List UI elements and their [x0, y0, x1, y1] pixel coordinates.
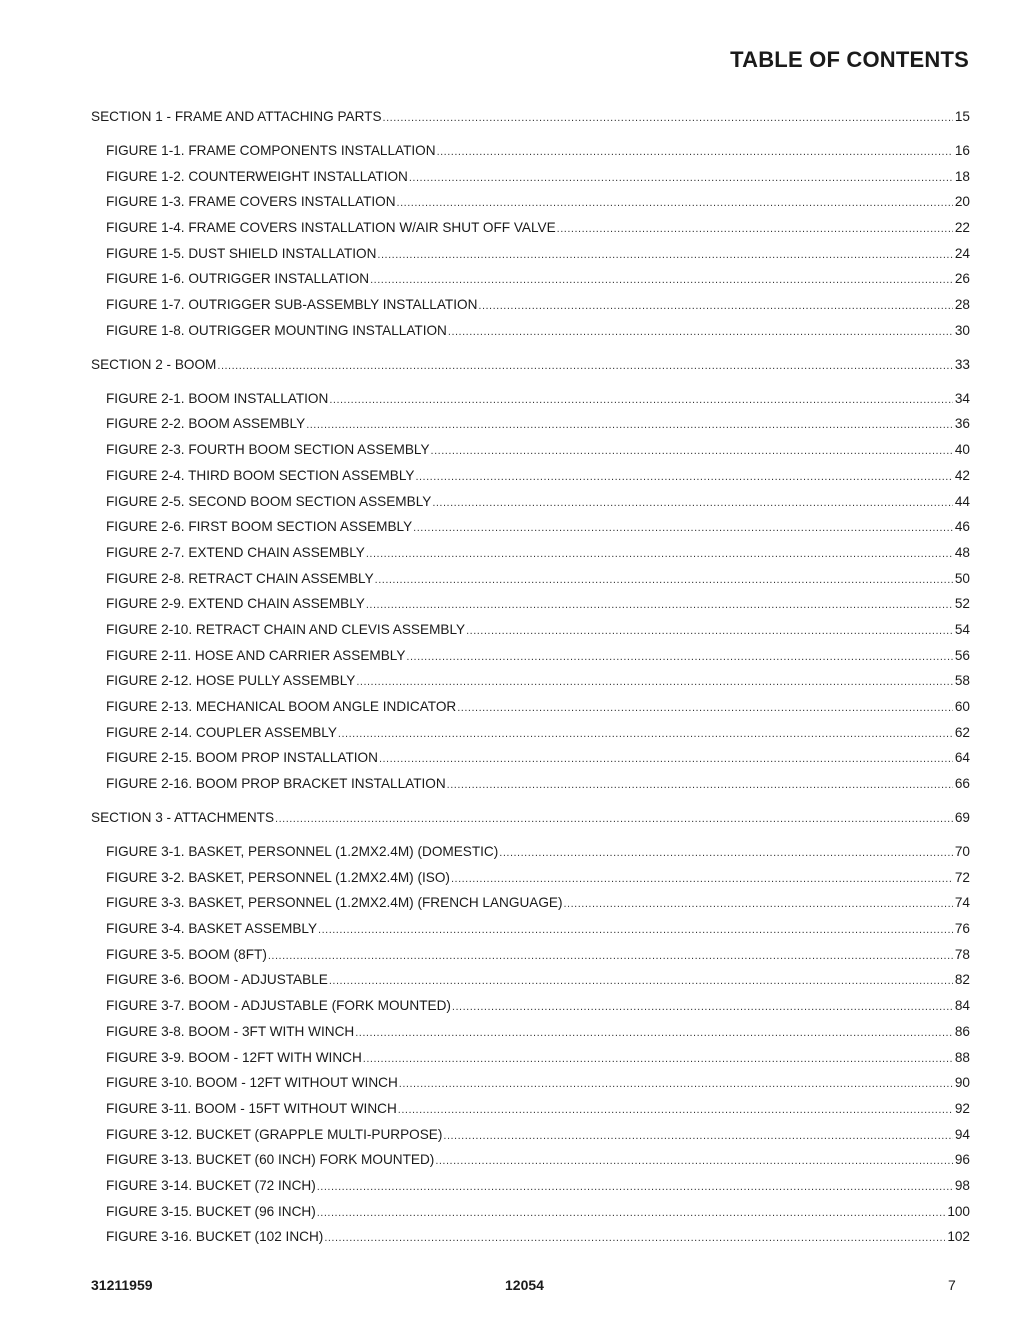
toc-entry-label: FIGURE 3-14. BUCKET (72 INCH): [106, 1177, 316, 1193]
toc-entry-page-number: 15: [954, 109, 970, 124]
toc-entry-page-number: 50: [954, 570, 970, 586]
toc-entry-page-number: 102: [947, 1229, 970, 1245]
dot-leader: [329, 390, 953, 410]
dot-leader: [355, 1023, 953, 1043]
toc-figure-entry[interactable]: [91, 697, 970, 723]
toc-figure-entry[interactable]: [91, 295, 970, 321]
toc-entry-label: FIGURE 1-5. DUST SHIELD INSTALLATION: [106, 245, 377, 261]
dot-leader: [397, 193, 953, 213]
toc-entry-label: FIGURE 3-15. BUCKET (96 INCH): [106, 1203, 316, 1219]
toc-figure-entry[interactable]: [91, 167, 970, 193]
toc-entry-page-number: 56: [954, 647, 970, 663]
toc-entry-page-number: 90: [954, 1075, 970, 1091]
toc-entry-page-number: 92: [954, 1100, 970, 1116]
toc-figure-entry[interactable]: [91, 1176, 970, 1202]
toc-entry-page-number: 24: [954, 245, 970, 261]
dot-leader: [306, 415, 953, 435]
toc-figure-entry[interactable]: [91, 1125, 970, 1151]
toc-entry-label: FIGURE 1-4. FRAME COVERS INSTALLATION W/AIR SHUT OFF VALVE: [106, 220, 556, 236]
toc-section-entry[interactable]: [91, 107, 970, 133]
dot-leader: [383, 108, 953, 128]
toc-entry-label: FIGURE 2-15. BOOM PROP INSTALLATION: [106, 750, 378, 766]
dot-leader: [409, 168, 953, 188]
toc-figure-entry[interactable]: [91, 466, 970, 492]
toc-figure-entry[interactable]: [91, 244, 970, 270]
toc-entry-label: FIGURE 1-2. COUNTERWEIGHT INSTALLATION: [106, 168, 408, 184]
toc-entry-page-number: 94: [954, 1126, 970, 1142]
toc-entry-page-number: 72: [954, 869, 970, 885]
toc-figure-entry[interactable]: [91, 389, 970, 415]
dot-leader: [366, 544, 953, 564]
toc-figure-entry[interactable]: [91, 893, 970, 919]
toc-entry-page-number: 16: [954, 142, 970, 158]
dot-leader: [398, 1100, 953, 1120]
toc-figure-entry[interactable]: [91, 492, 970, 518]
toc-entry-label: FIGURE 3-4. BASKET ASSEMBLY: [106, 921, 318, 937]
toc-entry-page-number: 70: [954, 844, 970, 860]
toc-figure-entry[interactable]: [91, 543, 970, 569]
toc-entry-label: FIGURE 2-10. RETRACT CHAIN AND CLEVIS ASSEMBLY: [106, 621, 466, 637]
toc-entry-page-number: 33: [954, 356, 970, 372]
dot-leader: [329, 971, 953, 991]
toc-entry-label: FIGURE 2-3. FOURTH BOOM SECTION ASSEMBLY: [106, 442, 430, 458]
toc-entry-page-number: 42: [954, 467, 970, 483]
toc-entry-label: FIGURE 2-12. HOSE PULLY ASSEMBLY: [106, 673, 356, 689]
toc-entry-label: FIGURE 2-5. SECOND BOOM SECTION ASSEMBLY: [106, 493, 432, 509]
toc-figure-entry[interactable]: [91, 945, 970, 971]
dot-leader: [379, 749, 953, 769]
dot-leader: [447, 775, 953, 795]
dot-leader: [318, 920, 953, 940]
dot-leader: [268, 946, 953, 966]
toc-figure-entry[interactable]: [91, 1150, 970, 1176]
toc-figure-entry[interactable]: [91, 620, 970, 646]
toc-entry-page-number: 20: [954, 194, 970, 210]
toc-figure-entry[interactable]: [91, 269, 970, 295]
toc-figure-entry[interactable]: [91, 569, 970, 595]
toc-figure-entry[interactable]: [91, 218, 970, 244]
toc-figure-entry[interactable]: [91, 594, 970, 620]
dot-leader: [435, 1151, 953, 1171]
toc-entry-label: FIGURE 1-8. OUTRIGGER MOUNTING INSTALLATION: [106, 322, 447, 338]
toc-section-entry[interactable]: [91, 355, 970, 381]
toc-entry-label: FIGURE 2-6. FIRST BOOM SECTION ASSEMBLY: [106, 519, 413, 535]
toc-figure-entry[interactable]: [91, 723, 970, 749]
page-title: TABLE OF CONTENTS: [730, 47, 969, 72]
toc-entry-page-number: 54: [954, 621, 970, 637]
dot-leader: [317, 1203, 946, 1223]
dot-leader: [557, 219, 953, 239]
toc-entry-page-number: 58: [954, 673, 970, 689]
toc-entry-label: FIGURE 3-1. BASKET, PERSONNEL (1.2MX2.4M) (DOMESTIC): [106, 844, 499, 860]
toc-entry-label: FIGURE 3-2. BASKET, PERSONNEL (1.2MX2.4M) (ISO): [106, 869, 450, 885]
toc-entry-page-number: 52: [954, 596, 970, 612]
dot-leader: [478, 296, 952, 316]
footer-revision-code: 12054: [505, 1277, 544, 1293]
toc-entry-label: FIGURE 1-3. FRAME COVERS INSTALLATION: [106, 194, 396, 210]
toc-entry-page-number: 46: [954, 519, 970, 535]
toc-figure-entry[interactable]: [91, 440, 970, 466]
toc-entry-label: FIGURE 2-9. EXTEND CHAIN ASSEMBLY: [106, 596, 365, 612]
toc-figure-entry[interactable]: [91, 970, 970, 996]
dot-leader: [275, 809, 953, 829]
dot-leader: [370, 270, 953, 290]
toc-entry-label: FIGURE 2-16. BOOM PROP BRACKET INSTALLATION: [106, 776, 446, 792]
toc-entry-page-number: 36: [954, 416, 970, 432]
toc-figure-entry[interactable]: [91, 1073, 970, 1099]
dot-leader: [415, 467, 952, 487]
toc-entry-label: SECTION 2 - BOOM: [91, 356, 217, 372]
dot-leader: [443, 1126, 952, 1146]
toc-entry-label: FIGURE 3-3. BASKET, PERSONNEL (1.2MX2.4M) (FRENCH LANGUAGE): [106, 895, 563, 911]
toc-entry-label: FIGURE 1-6. OUTRIGGER INSTALLATION: [106, 271, 370, 287]
toc-entry-page-number: 26: [954, 271, 970, 287]
toc-entry-label: FIGURE 2-14. COUPLER ASSEMBLY: [106, 724, 337, 740]
toc-figure-entry[interactable]: [91, 321, 970, 347]
footer-document-number: 31211959: [91, 1277, 153, 1293]
dot-leader: [324, 1228, 945, 1248]
toc-figure-entry[interactable]: [91, 517, 970, 543]
toc-figure-entry[interactable]: [91, 1227, 970, 1253]
toc-figure-entry[interactable]: [91, 646, 970, 672]
dot-leader: [399, 1074, 953, 1094]
dot-leader: [499, 843, 953, 863]
toc-entry-label: FIGURE 3-13. BUCKET (60 INCH) FORK MOUNTED): [106, 1152, 435, 1168]
footer-page-number: 7: [948, 1277, 956, 1293]
toc-entry-label: FIGURE 2-13. MECHANICAL BOOM ANGLE INDICATOR: [106, 699, 457, 715]
dot-leader: [451, 869, 953, 889]
toc-entry-page-number: 28: [954, 297, 970, 313]
dot-leader: [466, 621, 953, 641]
dot-leader: [432, 493, 953, 513]
toc-entry-label: FIGURE 3-7. BOOM - ADJUSTABLE (FORK MOUNTED): [106, 998, 451, 1014]
toc-entry-label: FIGURE 3-16. BUCKET (102 INCH): [106, 1229, 324, 1245]
dot-leader: [377, 245, 952, 265]
dot-leader: [413, 518, 953, 538]
toc-entry-page-number: 64: [954, 750, 970, 766]
toc-entry-label: FIGURE 2-7. EXTEND CHAIN ASSEMBLY: [106, 544, 365, 560]
toc-entry-label: FIGURE 2-4. THIRD BOOM SECTION ASSEMBLY: [106, 467, 415, 483]
dot-leader: [564, 894, 953, 914]
toc-entry-page-number: 48: [954, 544, 970, 560]
dot-leader: [448, 322, 953, 342]
toc-figure-entry[interactable]: [91, 192, 970, 218]
dot-leader: [217, 356, 952, 376]
toc-entry-page-number: 82: [954, 972, 970, 988]
toc-entry-label: FIGURE 3-6. BOOM - ADJUSTABLE: [106, 972, 328, 988]
toc-entry-label: FIGURE 2-1. BOOM INSTALLATION: [106, 390, 329, 406]
toc-entry-page-number: 78: [954, 946, 970, 962]
toc-figure-entry[interactable]: [91, 1202, 970, 1228]
toc-entry-label: FIGURE 1-7. OUTRIGGER SUB-ASSEMBLY INSTALLATION: [106, 297, 478, 313]
dot-leader: [457, 698, 953, 718]
toc-figure-entry[interactable]: [91, 996, 970, 1022]
toc-entry-page-number: 88: [954, 1049, 970, 1065]
toc-entry-label: FIGURE 2-11. HOSE AND CARRIER ASSEMBLY: [106, 647, 406, 663]
toc-entry-page-number: 76: [954, 921, 970, 937]
toc-figure-entry[interactable]: [91, 868, 970, 894]
toc-entry-page-number: 44: [954, 493, 970, 509]
toc-entry-page-number: 98: [954, 1177, 970, 1193]
dot-leader: [363, 1049, 953, 1069]
toc-entry-page-number: 86: [954, 1023, 970, 1039]
toc-figure-entry[interactable]: [91, 414, 970, 440]
toc-entry-page-number: 40: [954, 442, 970, 458]
toc-entry-label: FIGURE 3-11. BOOM - 15FT WITHOUT WINCH: [106, 1100, 397, 1116]
toc-entry-page-number: 62: [954, 724, 970, 740]
dot-leader: [366, 595, 953, 615]
dot-leader: [406, 647, 952, 667]
toc-figure-entry[interactable]: [91, 141, 970, 167]
toc-entry-page-number: 100: [947, 1203, 970, 1219]
dot-leader: [338, 724, 953, 744]
dot-leader: [375, 570, 953, 590]
toc-figure-entry[interactable]: [91, 919, 970, 945]
toc-entry-label: FIGURE 1-1. FRAME COMPONENTS INSTALLATION: [106, 142, 436, 158]
toc-entry-page-number: 34: [954, 390, 970, 406]
toc-figure-entry[interactable]: [91, 1048, 970, 1074]
toc-figure-entry[interactable]: [91, 1022, 970, 1048]
toc-figure-entry[interactable]: [91, 671, 970, 697]
toc-entry-label: SECTION 3 - ATTACHMENTS: [91, 810, 275, 826]
dot-leader: [437, 142, 953, 162]
toc-entry-page-number: 74: [954, 895, 970, 911]
toc-entry-label: FIGURE 3-8. BOOM - 3FT WITH WINCH: [106, 1023, 355, 1039]
toc-entry-page-number: 22: [954, 220, 970, 236]
toc-entry-label: FIGURE 2-8. RETRACT CHAIN ASSEMBLY: [106, 570, 374, 586]
toc-entry-page-number: 18: [954, 168, 970, 184]
table-of-contents: [91, 107, 970, 1253]
toc-entry-page-number: 84: [954, 998, 970, 1014]
toc-figure-entry[interactable]: [91, 1099, 970, 1125]
toc-entry-label: FIGURE 3-10. BOOM - 12FT WITHOUT WINCH: [106, 1075, 398, 1091]
dot-leader: [452, 997, 953, 1017]
toc-figure-entry[interactable]: [91, 774, 970, 800]
dot-leader: [356, 672, 953, 692]
toc-entry-page-number: 96: [954, 1152, 970, 1168]
toc-figure-entry[interactable]: [91, 748, 970, 774]
dot-leader: [431, 441, 953, 461]
toc-entry-page-number: 60: [954, 699, 970, 715]
toc-figure-entry[interactable]: [91, 842, 970, 868]
toc-section-entry[interactable]: [91, 808, 970, 834]
toc-entry-label: FIGURE 2-2. BOOM ASSEMBLY: [106, 416, 306, 432]
toc-entry-page-number: 30: [954, 322, 970, 338]
toc-entry-label: FIGURE 3-5. BOOM (8FT): [106, 946, 267, 962]
toc-entry-page-number: 66: [954, 776, 970, 792]
toc-entry-label: FIGURE 3-9. BOOM - 12FT WITH WINCH: [106, 1049, 362, 1065]
toc-entry-page-number: 69: [954, 810, 970, 826]
toc-entry-label: FIGURE 3-12. BUCKET (GRAPPLE MULTI-PURPOSE): [106, 1126, 443, 1142]
toc-entry-label: SECTION 1 - FRAME AND ATTACHING PARTS: [91, 109, 382, 124]
dot-leader: [317, 1177, 953, 1197]
